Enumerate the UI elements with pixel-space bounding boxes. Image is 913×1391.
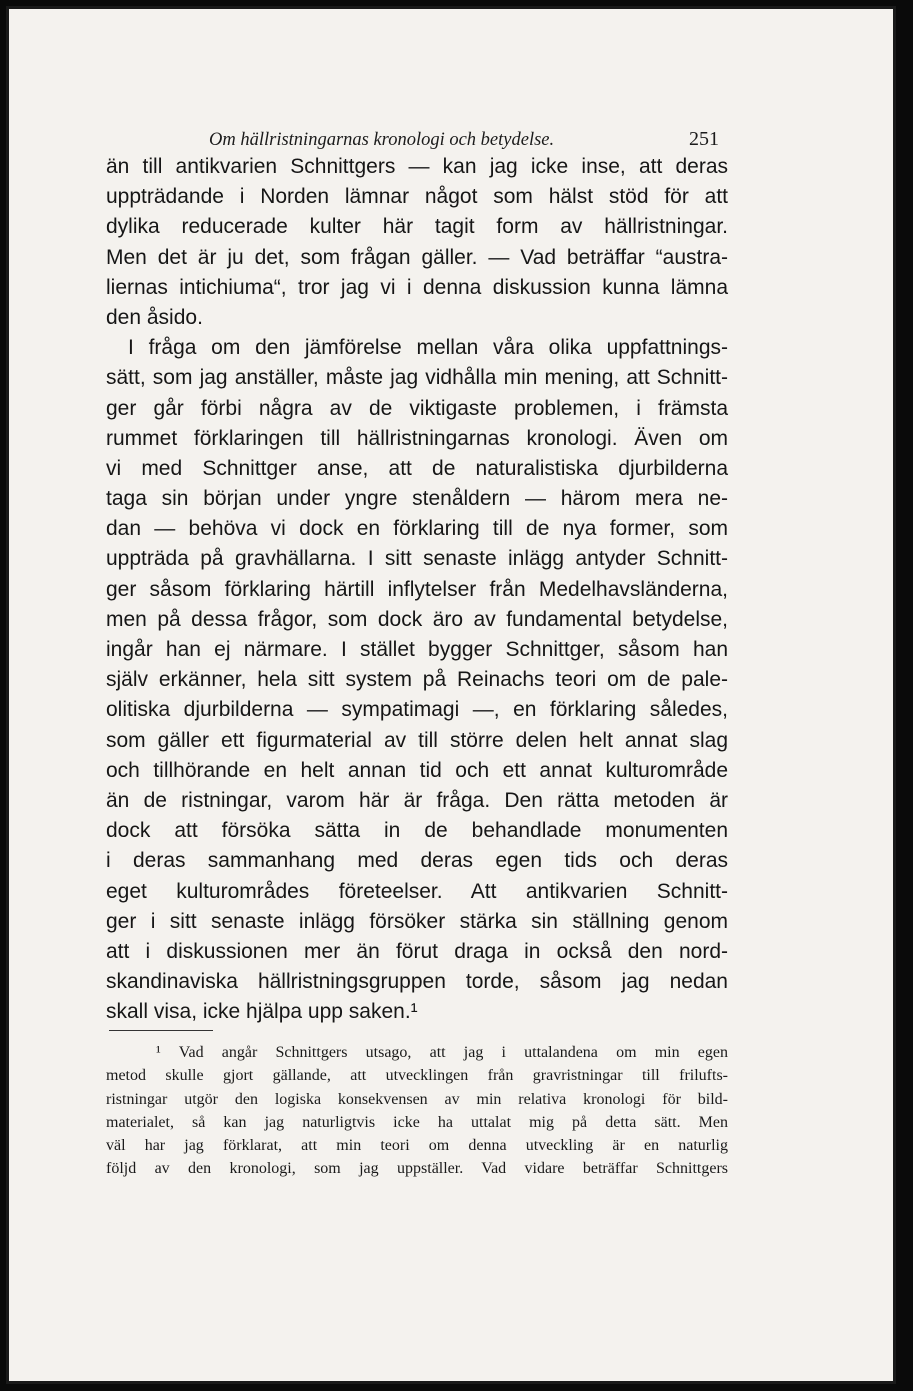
- text-line: sätt, som jag anställer, måste jag vidhålla min mening, att Schnitt-: [106, 366, 728, 390]
- text-line: och tillhörande en helt annan tid och ett annat kulturområde: [106, 758, 728, 782]
- text-line: skall visa, icke hjälpa upp saken.¹: [106, 1000, 418, 1024]
- text-line: Men det är ju det, som frågan gäller. — Vad beträffar “austra-: [106, 245, 728, 269]
- text-line: men på dessa frågor, som dock äro av fundamental betydelse,: [106, 607, 728, 631]
- text-line: dylika reducerade kulter här tagit form av hällristningar.: [106, 215, 728, 239]
- text-line: eget kulturområdes företeelser. Att antikvarien Schnitt-: [106, 879, 728, 903]
- footnote-line: väl har jag förklarat, att min teori om denna utveckling är en naturlig: [106, 1137, 728, 1155]
- text-line: olitiska djurbilderna — sympatimagi —, en förklaring således,: [106, 698, 728, 722]
- text-line: uppträda på gravhällarna. I sitt senaste inlägg antyder Schnitt-: [106, 547, 728, 571]
- running-header: [209, 128, 719, 154]
- text-line: än de ristningar, varom här är fråga. Den rätta metoden är: [106, 788, 728, 812]
- text-line: dock att försöka sätta in de behandlade monumenten: [106, 819, 728, 843]
- footnote-line: ¹ Vad angår Schnittgers utsago, att jag i uttalandena om min egen: [156, 1044, 728, 1061]
- footnote: [106, 1041, 728, 1181]
- footnote-divider: [109, 1030, 213, 1031]
- text-line: vi med Schnittger anse, att de naturalistiska djurbilderna: [106, 456, 728, 480]
- text-line: liernas intichiuma“, tror jag vi i denna diskussion kunna lämna: [106, 275, 728, 299]
- text-line: ger såsom förklaring härtill inflytelser från Medelhavsländerna,: [106, 577, 728, 601]
- text-line: den åsido.: [106, 305, 203, 329]
- text-line: rummet förklaringen till hällristningarnas kronologi. Även om: [106, 426, 728, 450]
- text-line: taga sin början under yngre stenåldern — härom mera ne-: [106, 487, 728, 511]
- book-page: [9, 9, 893, 1381]
- footnote-line: ristningar utgör den logiska konsekvensen av min relativa kronologi för bild-: [106, 1090, 728, 1108]
- page-number: 251: [689, 128, 719, 150]
- text-line: ingår han ej närmare. I stället bygger Schnittger, såsom han: [106, 638, 728, 661]
- text-line: ger går förbi några av de viktigaste problemen, i främsta: [106, 396, 728, 420]
- running-title: Om hällristningarnas kronologi och betydelse.: [209, 130, 555, 150]
- text-line: att i diskussionen mer än förut draga in också den nord-: [106, 939, 728, 963]
- footnote-line: följd av den kronologi, som jag uppställer. Vad vidare beträffar Schnittgers: [106, 1160, 728, 1178]
- body-text: [106, 152, 728, 1027]
- text-line: som gäller ett figurmaterial av till större delen helt annat slag: [106, 728, 728, 752]
- text-line: uppträdande i Norden lämnar något som hälst stöd för att: [106, 185, 728, 209]
- text-line: ger i sitt senaste inlägg försöker stärka sin ställning genom: [106, 909, 728, 933]
- paragraph-first-line: I fråga om den jämförelse mellan våra olika uppfattnings-: [128, 336, 728, 360]
- text-line: själv erkänner, hela sitt system på Reinachs teori om de pale-: [106, 668, 728, 692]
- text-line: i deras sammanhang med deras egen tids och deras: [106, 849, 728, 873]
- text-line: skandinaviska hällristningsgruppen torde, såsom jag nedan: [106, 970, 728, 994]
- footnote-line: metod skulle gjort gällande, att utvecklingen från gravristningar till frilufts-: [106, 1067, 728, 1085]
- footnote-line: materialet, så kan jag naturligtvis icke ha uttalat mig på detta sätt. Men: [106, 1113, 728, 1131]
- text-line: dan — behöva vi dock en förklaring till de nya former, som: [106, 517, 728, 541]
- text-line: än till antikvarien Schnittgers — kan jag icke inse, att deras: [106, 155, 728, 178]
